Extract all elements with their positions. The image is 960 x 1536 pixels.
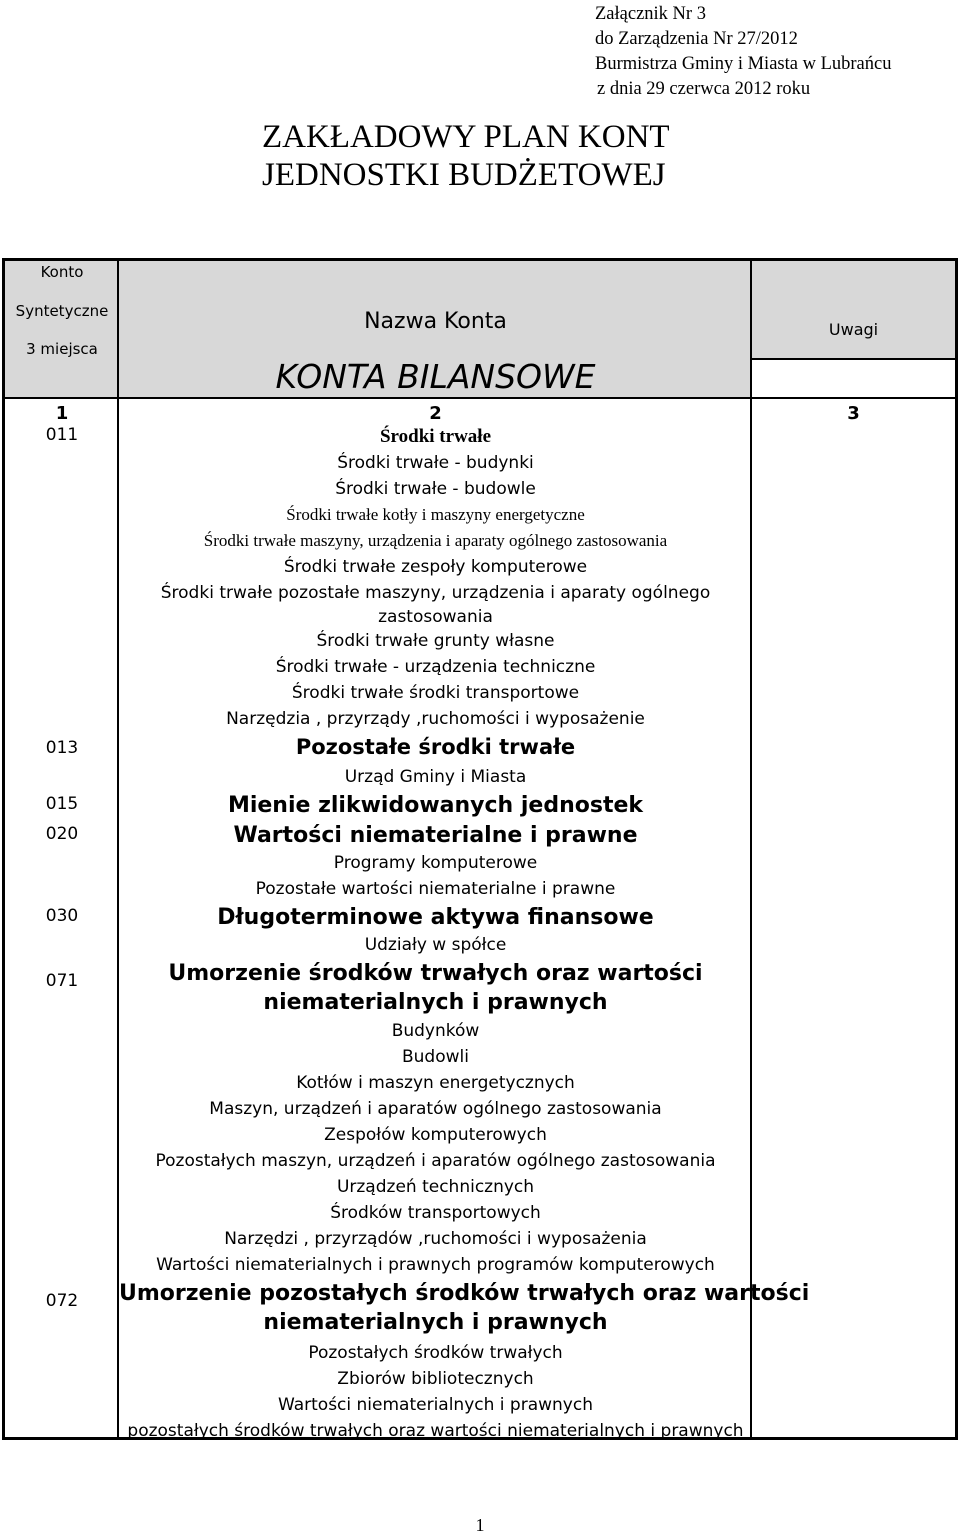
account-name: Kotłów i maszyn energetycznych [296,1073,575,1093]
account-code: 071 [45,971,79,991]
column-number-1: 1 [55,403,69,424]
appendix-header [595,2,891,102]
account-name: Środki trwałe pozostałe maszyny, urządzenia i aparaty ogólnego [160,583,711,603]
account-name: Programy komputerowe [333,853,538,873]
account-name: pozostałych środków trwałych oraz wartości niematerialnych i prawnych [127,1421,744,1441]
account-name: Pozostałych środków trwałych [308,1343,563,1363]
header-miejsca: 3 miejsca [26,340,98,358]
row-divider [752,358,955,360]
header-uwagi: Uwagi [828,320,879,339]
column-number-2: 2 [429,403,442,424]
account-name: Zespołów komputerowych [324,1125,547,1145]
account-name: Narzędzia , przyrządy ,ruchomości i wyposażenie [226,709,645,729]
header-line: z dnia 29 czerwca 2012 roku [597,79,811,99]
header-line: do Zarządzenia Nr 27/2012 [595,29,798,49]
header-shade [5,261,119,397]
account-name-continued: niematerialnych i prawnych [263,990,608,1015]
account-name-continued: niematerialnych i prawnych [263,1310,608,1335]
account-name: Mienie zlikwidowanych jednostek [227,793,644,818]
account-name: Środki trwałe maszyny, urządzenia i aparaty ogólnego zastosowania [203,531,668,550]
account-name: Środki trwałe [379,426,491,447]
account-name: Środki trwałe - budynki [337,453,534,473]
header-konto: Konto [40,263,84,281]
account-name: Wartości niematerialnych i prawnych [278,1395,593,1415]
account-name: Urządzeń technicznych [336,1177,535,1197]
page-number: 1 [475,1515,485,1535]
account-name: Środków transportowych [330,1203,541,1223]
account-name: Wartości niematerialne i prawne [233,823,638,848]
account-name: Pozostałe środki trwałe [295,735,576,759]
account-name: Środki trwałe - urządzenia techniczne [275,657,596,677]
header-shade [752,261,955,358]
account-name-continued: zastosowania [378,607,493,627]
account-name: Umorzenie środków trwałych oraz wartości [168,961,703,986]
account-name: Maszyn, urządzeń i aparatów ogólnego zastosowania [209,1099,662,1119]
document-title [262,118,670,194]
account-code: 072 [45,1291,79,1311]
account-name: Pozostałe wartości niematerialne i prawne [255,879,616,899]
account-name: Środki trwałe - budowle [335,479,536,499]
account-name: Budynków [391,1021,480,1041]
account-name: Budowli [402,1047,469,1067]
account-name: Pozostałych maszyn, urządzeń i aparatów ogólnego zastosowania [155,1151,716,1171]
title-line-1: ZAKŁADOWY PLAN KONT [262,119,670,155]
account-code: 011 [45,425,79,445]
account-name: Udziały w spółce [364,935,507,955]
account-name: Wartości niematerialnych i prawnych programów komputerowych [156,1255,715,1275]
account-name: Środki trwałe grunty własne [316,631,555,651]
account-code: 013 [45,738,79,758]
account-code: 020 [45,824,79,844]
account-name: Urząd Gminy i Miasta [344,767,527,787]
section-title: KONTA BILANSOWE [275,357,596,396]
account-name: Środki trwałe środki transportowe [291,683,580,703]
account-name: Umorzenie pozostałych środków trwałych oraz wartości [119,1281,810,1306]
header-syntetyczne: Syntetyczne [15,302,109,320]
row-divider [5,397,955,399]
account-code: 030 [45,906,79,926]
header-nazwa-konta: Nazwa Konta [364,309,507,334]
account-plan-table [2,258,958,1440]
column-number-3: 3 [847,403,860,424]
account-name: Środki trwałe kotły i maszyny energetyczne [286,505,585,524]
header-line: Załącznik Nr 3 [595,4,706,24]
account-name: Środki trwałe zespoły komputerowe [283,557,588,577]
account-name: Długoterminowe aktywa finansowe [217,905,654,930]
header-line: Burmistrza Gminy i Miasta w Lubrańcu [595,54,892,74]
title-line-2: JEDNOSTKI BUDŻETOWEJ [262,157,666,193]
account-code: 015 [45,794,79,814]
account-name: Narzędzi , przyrządów ,ruchomości i wyposażenia [224,1229,647,1249]
account-name: Zbiorów bibliotecznych [337,1369,534,1389]
